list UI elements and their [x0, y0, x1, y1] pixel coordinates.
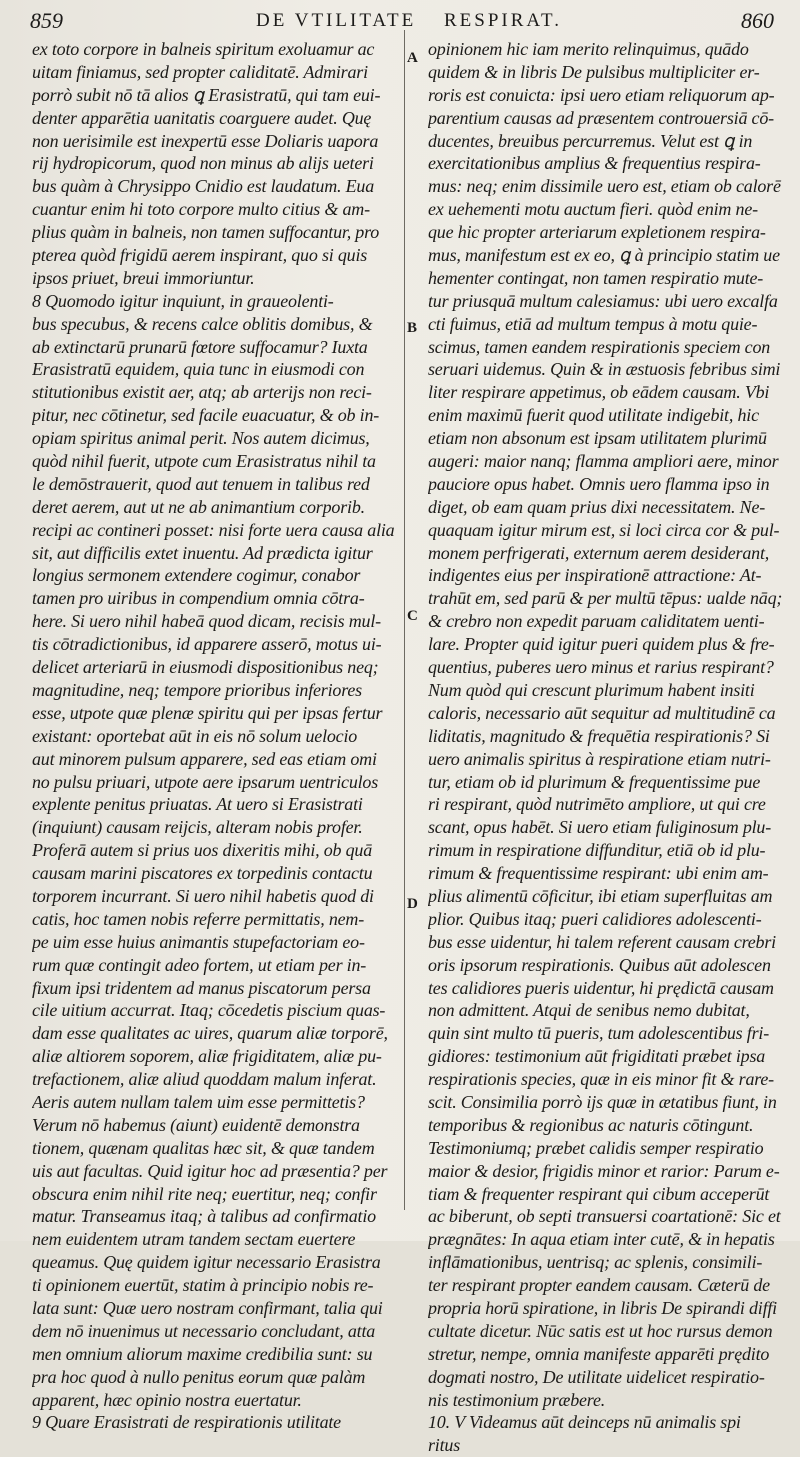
text-line: porrò subit nō tā alios ꝗ Erasistratū, qui tam eui- [32, 84, 381, 105]
text-line: cti fuimus, etiā ad multum tempus à motu quie- [428, 313, 758, 334]
text-line: torporem incurrant. Si uero nihil habetis quod di [32, 885, 374, 906]
text-line: pauciore opus habet. Omnis uero flamma ipso in [428, 473, 770, 494]
text-line: parentium causas ad præsentem controuersiā cō- [428, 107, 774, 128]
text-line: dam esse qualitates ac uires, quarum aliæ torporē, [32, 1023, 388, 1044]
text-line: non uerisimile est inexpertū esse Doliaris uapora [32, 130, 379, 151]
text-line: existant: oportebat aūt in eis nō solum uelocio [32, 725, 358, 746]
text-line: scant, opus habēt. Si uero etiam fuliginosum plu- [428, 817, 772, 838]
text-line: trefactionem, aliæ aliud quoddam malum inferat. [32, 1069, 377, 1090]
text-line: ac biberunt, ob septi transuersi coartationē: Sic et [428, 1206, 781, 1227]
text-line: propria horū spiratione, in libris De spirandi diffi [428, 1297, 777, 1318]
column-divider [404, 30, 405, 1210]
text-line: sit, aut difficilis extet inuentu. Ad prædicta igitur [32, 542, 373, 563]
margin-marker-b: B [407, 320, 418, 336]
text-line: 9 Quare Erasistrati de respirationis utilitate [32, 1412, 341, 1433]
text-line: denter apparētia uanitatis coarguere audet. Quę [32, 107, 372, 128]
page-number-left: 859 [30, 8, 63, 33]
text-line: cile uitium accurrat. Itaq; cōcedetis piscium quas- [32, 1000, 386, 1021]
text-line: stitutionibus existit aer, atq; ab arterijs non reci- [32, 382, 372, 403]
text-line: pterea quòd frigidū aerem inspirant, quo si quis [32, 245, 368, 266]
text-line: prægnātes: In aqua etiam inter cutē, & in hepatis [428, 1229, 775, 1250]
text-line: respirationis species, quæ in eis minor fit & rare- [428, 1069, 774, 1090]
text-line: opinionem hic iam merito relinquimus, quādo [428, 39, 749, 59]
text-line: here. Si uero nihil habeā quod dicam, recisis mul- [32, 611, 381, 632]
text-line: rij hydropicorum, quod non minus ab alijs ueteri [32, 153, 374, 174]
text-line: ipsos priuet, breui immoriuntur. [32, 267, 255, 288]
text-line: delicet arteriarū in eiusmodi dispositionibus neq; [32, 657, 379, 678]
margin-marker-c: C [407, 608, 418, 624]
text-line: no pulsu priuari, utpote aere ipsarum uentriculos [32, 771, 379, 792]
text-line: quin sint multo tū pueris, tum adolescentibus fri- [428, 1023, 769, 1044]
text-line: non admittent. Atqui de senibus nemo dubitat, [428, 1000, 750, 1021]
text-line: longius sermonem extendere cogimur, conabor [32, 565, 361, 586]
text-line: esse, utpote quæ plenæ spiritu qui per ipsas fertur [32, 702, 383, 723]
text-line: liditatis, magnitudo & frequētia respirationis? Si [428, 725, 770, 746]
text-line: tis cōtradictionibus, id apparere asserō, motus ui- [32, 634, 382, 655]
text-line: maior & desior, frigidis minor et rarior: Parum e- [428, 1160, 780, 1181]
text-line: exercitationibus amplius & frequentius respira- [428, 153, 761, 174]
text-line: plior. Quibus itaq; pueri calidiores adolescenti- [428, 908, 762, 929]
text-line: dogmati nostro, De utilitate uidelicet respiratio- [428, 1366, 765, 1387]
text-line: nis testimonium præbere. [428, 1389, 606, 1410]
text-line: tamen pro uiribus in compendium omnia cōtra- [32, 588, 365, 609]
text-line: monem perfrigerati, externum aerem desiderant, [428, 542, 770, 563]
text-line: rimum in respiratione diffunditur, etiā ob id plu- [428, 840, 766, 861]
running-head [0, 0, 800, 38]
text-line: etiam non absonum est ipsam utilitatem plurimū [428, 428, 767, 449]
page-number-right: 860 [741, 8, 774, 33]
text-line: plius quàm in balneis, non tamen suffocantur, pro [32, 222, 380, 243]
text-line: ti opinionem euertūt, statim à principio nobis re- [32, 1275, 374, 1296]
text-line: ex toto corpore in balneis spiritum exoluamur ac [32, 39, 375, 59]
text-line: mus, manifestum est ex eo, ꝗ à principio statim ue [428, 245, 780, 266]
text-line: inflāmationibus, uentrisq; ac splenis, consimili- [428, 1252, 763, 1273]
text-line: quidem & in libris De pulsibus multipliciter er- [428, 61, 760, 82]
text-line: tes calidiores pueris uidentur, hi prędictā causam [428, 977, 774, 998]
text-line: ab extinctarū prunarū fœtore suffocamur? Iuxta [32, 336, 368, 357]
text-line: dem nō inuenimus ut necessario concludant, atta [32, 1320, 376, 1341]
text-line: obscura enim nihil rite neq; euertitur, neq; confir [32, 1183, 377, 1204]
text-line: Verum nō habemus (aiunt) euidentē demonstra [32, 1114, 360, 1135]
text-line: tiam & frequenter respirant qui cibum acceperūt [428, 1183, 770, 1204]
text-line: 8 Quomodo igitur inquiunt, in graueolenti- [32, 290, 334, 311]
text-line: lata sunt: Quæ uero nostram confirmant, talia qui [32, 1297, 383, 1318]
text-line: quaquam igitur mirum est, si loci circa cor & pul- [428, 519, 780, 540]
running-title-right: RESPIRAT. [444, 10, 562, 31]
text-line: uero animalis spiritus à respiratione etiam nutri- [428, 748, 771, 769]
text-line: mus: neq; enim dissimile uero est, etiam ob calorē [428, 176, 781, 197]
text-line: cultate dicetur. Nūc satis est ut hoc rursus demon [428, 1320, 773, 1341]
text-line: plius alimentū cōficitur, ibi etiam superfluitas am [428, 885, 773, 906]
text-line: 10. V Videamus aūt deinceps nū animalis spi [428, 1412, 741, 1433]
text-line: bus specubus, & recens calce oblitis domibus, & [32, 313, 373, 334]
text-line: roris est conuicta: ipsi uero etiam reliquorum ap- [428, 84, 775, 105]
text-line: pra hoc quod à nullo penitus eorum quæ palàm [32, 1366, 366, 1387]
text-line: Testimoniumq; præbet calidis semper respiratio [428, 1137, 764, 1158]
text-line: Erasistratū equidem, quia tunc in eiusmodi con [32, 359, 365, 380]
text-line: Aeris autem nullam talem uim esse permittetis? [32, 1091, 365, 1112]
text-line: pitur, nec cōtinetur, sed facile euacuatur, & ob in- [32, 405, 380, 426]
text-line: seruari uidemus. Quin & in æstuosis febribus simi [428, 359, 781, 380]
text-line: rum quæ contingit adeo fortem, ut etiam per in- [32, 954, 367, 975]
text-line: hementer contingat, non tamen respiratio mute- [428, 267, 764, 288]
text-line: lare. Propter quid igitur pueri quidem plus & fre- [428, 634, 775, 655]
right-text-column [428, 38, 794, 1457]
text-line: bus quàm à Chrysippo Cnidio est laudatum. Eua [32, 176, 375, 197]
left-text-column [32, 38, 398, 1434]
text-line: oris ipsorum respirationis. Quibus aūt adolescen [428, 954, 771, 975]
text-line: temporibus & regionibus ac naturis cōtingunt. [428, 1114, 754, 1135]
margin-marker-a: A [407, 50, 418, 66]
text-line: trahūt em, sed parū & per multū tēpus: ualde nāq; [428, 588, 783, 609]
text-line: ter respirant propter eandem causam. Cæterū de [428, 1275, 770, 1296]
text-line: men omnium aliorum maxime credibilia sunt: su [32, 1343, 373, 1364]
running-title-left: DE VTILITATE [256, 10, 417, 31]
text-line: liter respirare appetimus, ob eādem causam. Vbi [428, 382, 770, 403]
text-line: bus esse uidentur, hi talem referent causam crebri [428, 931, 776, 952]
text-line: quentius, puberes uero minus et rarius respirant? [428, 657, 774, 678]
text-line: matur. Transeamus itaq; à talibus ad confirmatio [32, 1206, 376, 1227]
text-line: & crebro non expedit paruam caliditatem uenti- [428, 611, 765, 632]
text-line: que hic propter arteriarum expletionem respira- [428, 222, 766, 243]
text-line: queamus. Quę quidem igitur necessario Erasistra [32, 1252, 381, 1273]
text-line: indigentes eius per inspirationē attractione: At- [428, 565, 762, 586]
text-line: enim maximū fuerit quod utilitate indigebit, hic [428, 405, 759, 426]
text-line: recipi ac contineri posset: nisi forte uera causa alia [32, 519, 395, 540]
text-line: catis, hoc tamen nobis referre permittatis, nem- [32, 908, 365, 929]
text-line: stretur, nempe, omnia manifeste apparēti prędito [428, 1343, 770, 1364]
text-line: cuantur enim hi toto corpore multo citius & am- [32, 199, 370, 220]
text-line: diget, ob eam quam prius dixi necessitatem. Ne- [428, 496, 766, 517]
text-line: aut minorem pulsum apparere, sed eas etiam omi [32, 748, 377, 769]
text-line: augeri: maior nanq; flamma ampliori aere, minor [428, 451, 779, 472]
text-line: explente penitus priuatas. At uero si Erasistrati [32, 794, 363, 815]
text-line: rimum & frequentissime respirant: ubi enim am- [428, 863, 769, 884]
text-line: aliæ altiorem soporem, aliæ frigiditatem, aliæ pu- [32, 1046, 382, 1067]
text-line: caloris, necessario aūt sequitur ad multitudinē ca [428, 702, 776, 723]
text-line: quòd nihil fuerit, utpote cum Erasistratus nihil ta [32, 451, 376, 472]
text-line: scimus, tamen eandem respirationis speciem con [428, 336, 771, 357]
text-line: Num quòd qui crescunt plurimum habent insiti [428, 679, 755, 700]
text-line: apparent, hæc opinio nostra euertatur. [32, 1389, 302, 1410]
text-line: deret aerem, aut ut ne ab animantium corporib. [32, 496, 365, 517]
text-line: opiam spiritus animal perit. Nos autem dicimus, [32, 428, 370, 449]
text-line: pe uim esse huius animantis stupefactoriam eo- [32, 931, 365, 952]
text-line: Proferā autem si prius uos dixeritis mihi, ob quā [32, 840, 373, 861]
text-line: le demōstrauerit, quod aut tenuem in talibus red [32, 473, 370, 494]
text-line: magnitudine, neq; tempore prioribus inferiores [32, 679, 362, 700]
text-line: nem euidentem utram tandem sectam euertere [32, 1229, 356, 1250]
text-line: gidiores: testimonium aūt frigiditati præbet ipsa [428, 1046, 766, 1067]
text-line: uis aut facultas. Quid igitur hoc ad præsentia? per [32, 1160, 388, 1181]
text-line: (inquiunt) causam reijcis, alteram nobis profer. [32, 817, 363, 838]
text-line: scit. Consimilia porrò ijs quæ in ætatibus fiunt, in [428, 1091, 777, 1112]
text-line: ex uehementi motu auctum fieri. quòd enim ne- [428, 199, 758, 220]
text-line: tur priusquā multum calesiamus: ubi uero excalfa [428, 290, 778, 311]
text-line: fixum ipsi tridentem ad manus piscatorum persa [32, 977, 371, 998]
text-line: ritus [428, 1435, 461, 1456]
margin-marker-d: D [407, 896, 418, 912]
text-line: uitam finiamus, sed propter caliditatē. Admirari [32, 61, 368, 82]
text-line: tionem, quænam qualitas hæc sit, & quæ tandem [32, 1137, 375, 1158]
text-line: causam marini piscatores ex torpedinis contactu [32, 863, 373, 884]
text-line: ducentes, breuibus percurremus. Velut est ꝗ in [428, 130, 753, 151]
text-line: ri respirant, quòd nutrimēto ampliore, ut qui cre [428, 794, 766, 815]
text-line: tur, etiam ob id plurimum & frequentissime pue [428, 771, 761, 792]
